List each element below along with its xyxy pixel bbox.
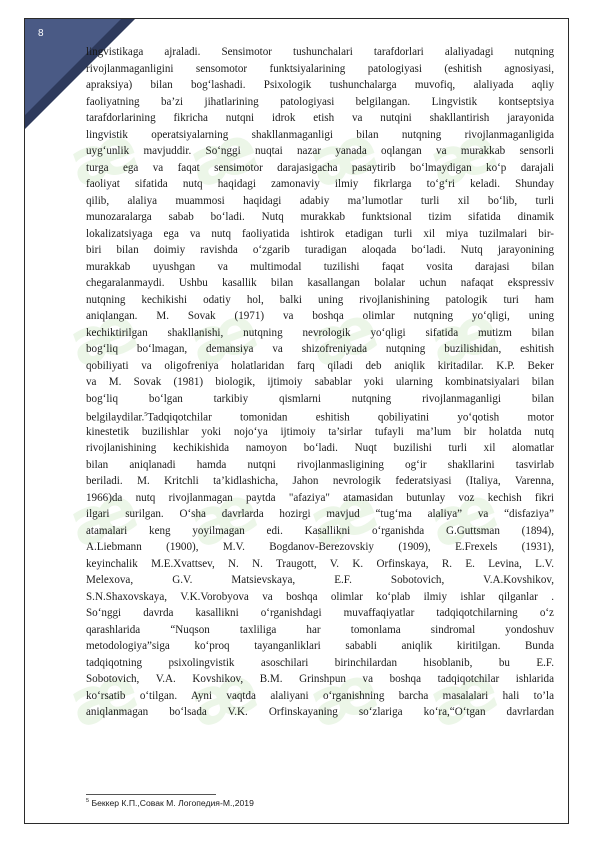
text-line: metodologiya”siga ko‘proq tayanganliklari sababli aniqlik kiritilgan. Bunda: [86, 640, 554, 652]
footnote: [86, 798, 254, 808]
text-line: kechiktirilgan shakllanishi, nutqning nevrologik yo‘qligi sifatida mutizm bilan: [86, 326, 554, 339]
text-line: lingvistik operatsiyalarning shakllanmaganligi bilan nutqning rivojlanmaganligida: [86, 128, 554, 141]
footnote-rule: [86, 794, 216, 795]
text-line: aniqlanmagan bo‘lsada V.K. Orfinskayaning so‘zlariga ko‘ra,“O‘tgan davrlardan: [86, 706, 554, 718]
watermark-logo: æ: [59, 470, 148, 564]
body-text: [86, 44, 554, 721]
text-line: So‘nggi davrda kasallikni o‘rganishdagi muvaffaqiyatlar tadqiqotchilarning o‘z: [86, 607, 554, 619]
text-line: chegaralanmaydi. Ushbu kasallik bilan kasallangan bolalar uchun nafaqat ekspressiv: [86, 277, 554, 289]
text-line: nutqning kechikishi odatiy hol, balki uning rivojlanishining patologik turi ham: [86, 293, 554, 306]
watermark-logo: æ: [419, 290, 508, 384]
watermark-logo: æ: [179, 290, 268, 384]
text-line: qilib, alaliya muammosi haqidagi adabiy ma’lumotlar turli xil bo‘lib, turli: [86, 194, 554, 207]
text-line: uyg‘unlik mavjuddir. So‘nggi nuqtai nazar yanada oqlangan va murakkab sensorli: [86, 145, 554, 157]
text-line: rivojlanishining kechikishida namoyon bo‘ladi. Nuqt buzilishi turli xil alomatlar: [86, 442, 554, 454]
text-line: biri bilan doimiy ravishda o‘zgarib turadigan aloqada bo‘ladi. Nutq jarayonining: [86, 244, 554, 256]
watermark-logo: æ: [299, 650, 388, 744]
watermark-logo: æ: [299, 470, 388, 564]
text-line: turga ega va faqat sensimotor darajasigacha pasaytirib bo‘lmaydigan ko‘p darajali: [86, 161, 554, 174]
text-line: beriladi. M. Kritchli ta’kidlashicha, Jahon nevrologik federatsiyasi (Italiya, Varenna,: [86, 475, 554, 487]
text-line: ilgari surilgan. O‘sha davrlarda hozirgi mavjud “tug‘ma alaliya” va “disfaziya”: [86, 508, 554, 520]
text-line: tadqiqotning psixolingvistik asoschilari birinchilardan hisoblanib, bu E.F.: [86, 656, 554, 669]
watermark-logo: æ: [59, 110, 148, 204]
text-line: qarashlarida “Nuqson taxliliga har tomonlama sindromal yondoshuv: [86, 623, 554, 636]
watermark-logo: æ: [179, 470, 268, 564]
footnote-marker: 5: [86, 798, 90, 805]
text-line: faoliyatning ba’zi jihatlarining patologiyasi belgilangan. Lingvistik kontseptsiya: [86, 95, 554, 108]
watermark-logo: æ: [299, 110, 388, 204]
footnote-text: Беккер К.П.,Совак М. Логопедия-М.,2019: [91, 798, 254, 808]
text-line: atamalari keng yoyilmagan edi. Kasallikni o‘rganishda G.Guttsman (1894),: [86, 524, 554, 537]
text-line: bog‘liq bo‘lmagan, demansiya va shizofreniyada nutqning buzilishidan, eshitish: [86, 343, 554, 355]
text-line: kinestetik buzilishlar yoki nojo‘ya ijtimoiy ta’sirlar tufayli ma’lum bir holatda nutq: [86, 425, 554, 438]
text-line: rivojlanmaganligini sensomotor funktsiyalarining patologiyasi (eshitish agnosiyasi,: [86, 62, 554, 75]
text-line: bog‘liq bo‘lgan tarkibiy qismlarni nutqning rivojlanmaganligi bilan: [86, 392, 554, 405]
watermark-logo: æ: [59, 650, 148, 744]
text-line: keyinchalik M.E.Xvattsev, N. N. Traugott, V. K. Orfinskaya, R. E. Levina, L.V.: [86, 557, 554, 570]
text-line: lingvistikaga ajraladi. Sensimotor tushunchalari tarafdorlari alaliyadagi nutqning: [86, 46, 554, 58]
text-line: 1966)da nutq rivojlanmagan paytda "afaziya" atamasidan butunlay voz kechish fikri: [86, 491, 554, 504]
text-line: faoliyat sifatida nutq haqidagi zamonaviy ilmiy fikrlarga to‘g‘ri keladi. Shunday: [86, 178, 554, 190]
watermark-logo: æ: [299, 290, 388, 384]
text-line: tarafdorlarining fikricha nutqni idrok etish va nutqini shakllantirish jarayonida: [86, 112, 554, 124]
text-line: munozaralarga sabab bo‘ladi. Nutq murakkab funktsional tizim sifatida dinamik: [86, 211, 554, 223]
text-line: apraksiya) bilan bog‘lashadi. Psixologik tushunchalarga muvofiq, alaliyada aqliy: [86, 79, 554, 91]
text-line: Melexova, G.V. Matsievskaya, E.F. Sobotovich, V.A.Kovshikov,: [86, 574, 554, 586]
footnote-reference: 5: [144, 412, 148, 418]
text-line: va M. Sovak (1981) biologik, ijtimoiy sabablar yoki ularning kombinatsiyalari bilan: [86, 376, 554, 388]
watermark-logo: æ: [419, 110, 508, 204]
watermark-logo: æ: [419, 470, 508, 564]
text-line: Sobotovich, V.A. Kovshikov, B.M. Grinshpun va boshqa tadqiqotchilar ishlarida: [86, 673, 554, 685]
text-line: qobiliyati va oligofreniya holatlaridan farq qiladi deb aniqlik kiritadilar. K.P. Beker: [86, 359, 554, 372]
text-line: murakkab uyushgan va multimodal tuzilishi faqat vosita darajasi bilan: [86, 260, 554, 273]
watermark-logo: æ: [179, 110, 268, 204]
watermark-logo: æ: [419, 650, 508, 744]
watermark-logo: æ: [59, 290, 148, 384]
watermark-logo: æ: [179, 650, 268, 744]
text-line: lokalizatsiyaga ega va nutq faoliyatida ishtirok etadigan turli xil miya tuzilmalari bir-: [86, 227, 554, 240]
text-line: S.N.Shaxovskaya, V.K.Vorobyova va boshqa olimlar ko‘plab ilmiy ishlar qilganlar .: [86, 590, 554, 603]
text-line: aniqlangan. M. Sovak (1971) va boshqa olimlar nutqning yo‘qligi, uning: [86, 310, 554, 322]
text-line: bilan aniqlanadi hamda nutqni rivojlanmasligining og‘ir shakllarini tasvirlab: [86, 458, 554, 471]
text-line: belgilaydilar.$^5$Tadqiqotchilar tomonidan eshitish qobiliyatini yo‘qotish motor: [86, 411, 554, 424]
text-line: A.Liebmann (1900), M.V. Bogdanov-Berezovskiy (1909), E.Frexels (1931),: [86, 541, 554, 553]
text-line: ko‘rsatib o‘tilgan. Ayni vaqtda alaliyani o‘rganishning barcha masalalari hali to’la: [86, 689, 554, 702]
page-number: 8: [38, 28, 44, 39]
